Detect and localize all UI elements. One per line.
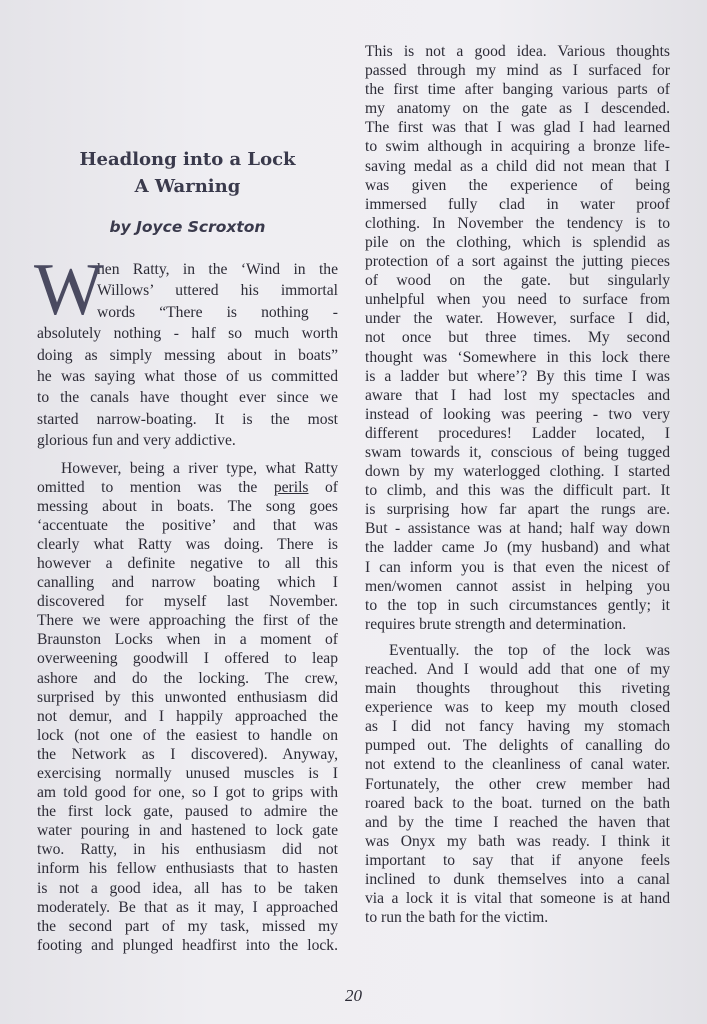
text-line: was Onyx my bath was ready. I think it bbox=[365, 832, 670, 850]
text-line: words “There is nothing - bbox=[97, 303, 338, 321]
text-line: aware that I had lost my spectacles and bbox=[365, 386, 670, 404]
text-line: exercising normally unused muscles is I bbox=[37, 765, 338, 783]
text-line: ashore and do the locking. The crew, bbox=[37, 669, 338, 687]
text-span: omitted to mention was the bbox=[37, 478, 274, 496]
text-line: hen Ratty, in the ‘Wind in the bbox=[97, 261, 338, 278]
text-line: absolutely nothing - half so much worth bbox=[37, 325, 338, 343]
text-line: is a ladder but where’? By this time I was bbox=[365, 367, 670, 385]
text-line: moderately. Be that as it may, I approached bbox=[37, 898, 338, 916]
text-line: water pouring in and hastened to lock gate bbox=[37, 822, 338, 840]
text-line: different procedures! Ladder located, I bbox=[365, 424, 670, 442]
text-line: the Network as I discovered). Anyway, bbox=[37, 745, 338, 763]
text-line: the second part of my task, missed my bbox=[37, 917, 338, 935]
text-line: to swim although in acquiring a bronze life- bbox=[365, 138, 670, 156]
paragraph bbox=[365, 641, 670, 927]
text-line: lock (not one of the easiest to handle on bbox=[37, 726, 338, 744]
drop-cap: W bbox=[34, 249, 104, 331]
text-line: is not a good idea, all has to be taken bbox=[37, 879, 338, 897]
text-span: of bbox=[308, 478, 338, 496]
text-line: Fortunately, the other crew member had bbox=[365, 775, 670, 793]
text-line: ‘accentuate the positive’ and that was bbox=[37, 516, 338, 534]
text-line: inclined to dunk themselves into a canal bbox=[365, 871, 670, 889]
text-line: Willows’ uttered his immortal bbox=[97, 282, 338, 300]
column-right bbox=[365, 42, 670, 927]
column-left bbox=[34, 249, 338, 955]
text-line: not once but three times. My second bbox=[365, 329, 670, 347]
text-line: two. Ratty, in his enthusiasm did not bbox=[37, 841, 338, 859]
text-line: doing as simply messing about in boats” bbox=[37, 346, 338, 364]
text-line: I can inform you is that even the nicest of bbox=[365, 558, 670, 576]
text-line: reached. And I would add that one of my bbox=[365, 661, 670, 678]
text-line: But - assistance was at hand; half way down bbox=[365, 520, 670, 538]
text-line: however a definite negative to all this bbox=[37, 554, 338, 572]
paragraph bbox=[365, 42, 670, 634]
text-line: discovered for myself last November. bbox=[37, 593, 338, 611]
text-line: is surprising how far apart the rungs are. bbox=[365, 501, 670, 519]
text-line: messing about in boats. The song goes bbox=[37, 497, 338, 515]
text-line: via a lock it is vital that someone is at hand bbox=[365, 890, 670, 908]
underlined-word: perils bbox=[273, 478, 309, 496]
text-line: important to say that if anyone feels bbox=[365, 851, 670, 869]
text-line: glorious fun and very addictive. bbox=[37, 432, 236, 450]
text-line: overweening goodwill I offered to leap bbox=[37, 650, 338, 668]
title-line-1: Headlong into a Lock bbox=[79, 149, 296, 170]
page-number: 20 bbox=[345, 986, 362, 1005]
text-line: not extend to the cleanliness of canal water. bbox=[365, 756, 670, 774]
text-line: unhelpful when you need to surface from bbox=[365, 291, 670, 309]
text-line: to the top in such circumstances gently; it bbox=[365, 596, 670, 614]
text-line: men/women cannot assist in helping you bbox=[365, 577, 670, 595]
paragraph bbox=[34, 249, 338, 452]
text-line: There we were approaching the first of the bbox=[37, 612, 338, 630]
text-line: of wood on the gate. but singularly bbox=[365, 272, 670, 290]
text-line: pumped out. The delights of canalling do bbox=[365, 737, 670, 755]
title-line-2: A Warning bbox=[134, 176, 241, 197]
text-line: immersed fully clad in water proof bbox=[365, 195, 670, 213]
article-title bbox=[37, 146, 338, 200]
text-line: This is not a good idea. Various thoughts bbox=[365, 43, 670, 60]
text-line: requires brute strength and determination. bbox=[365, 615, 627, 633]
text-line: However, being a river type, what Ratty bbox=[61, 459, 338, 477]
text-line: to run the bath for the victim. bbox=[365, 909, 549, 927]
text-line: he was saying what those of us committed bbox=[37, 367, 338, 385]
text-line: was given the experience of being bbox=[365, 176, 670, 194]
text-line: roared back to the boat. turned on the bath bbox=[365, 794, 670, 812]
text-line: to climb, and this was the difficult part. It bbox=[365, 482, 670, 500]
text-line: passed through my mind as I surfaced for bbox=[365, 62, 670, 80]
text-line: experience was to keep my mouth closed bbox=[365, 699, 670, 717]
text-line: Eventually. the top of the lock was bbox=[389, 641, 670, 659]
text-line: pile on the clothing, which is splendid as bbox=[365, 233, 670, 251]
text-line: and by the time I reached the haven that bbox=[365, 813, 670, 831]
text-line: saving medal as a child did not mean that I bbox=[365, 157, 670, 175]
text-line: Braunston Locks when in a moment of bbox=[37, 631, 338, 649]
text-line: am told good for one, so I got to grips with bbox=[37, 784, 338, 802]
text-line: inform his fellow enthusiasts that to hasten bbox=[37, 860, 338, 878]
text-line: footing and plunged headfirst into the lock. bbox=[37, 936, 338, 954]
text-line: main thoughts throughout this riveting bbox=[365, 680, 670, 698]
text-line bbox=[37, 478, 338, 497]
text-line: not demur, and I happily approached the bbox=[37, 707, 338, 725]
text-line: clothing. In November the tendency is to bbox=[365, 214, 670, 232]
text-line: swam towards it, conscious of being tugged bbox=[365, 443, 670, 461]
text-line: protection of a sort against the jutting pieces bbox=[365, 253, 670, 271]
text-line: clearly what Ratty was doing. There is bbox=[37, 535, 338, 553]
text-line: canalling and narrow boating which I bbox=[37, 574, 338, 592]
text-line: The first was that I was glad I had learned bbox=[365, 119, 670, 137]
text-line: started narrow-boating. It is the most bbox=[37, 410, 338, 428]
text-line: to the canals have thought ever since we bbox=[37, 389, 338, 407]
text-line: the first time after banging various parts of bbox=[365, 81, 670, 99]
byline: by Joyce Scroxton bbox=[109, 218, 266, 236]
text-line: instead of looking was peering - two very bbox=[365, 405, 670, 423]
text-line: down by my waterlogged clothing. I started bbox=[365, 463, 670, 481]
text-line: surprised by this unwonted enthusiasm did bbox=[37, 688, 338, 706]
text-line: the ladder came Jo (my husband) and what bbox=[365, 539, 670, 557]
text-line: thought was ‘Somewhere in this lock there bbox=[365, 348, 670, 366]
text-line: as I did not fancy having my stomach bbox=[365, 718, 670, 736]
paragraph bbox=[37, 459, 338, 955]
text-line: under the water. However, surface I did, bbox=[365, 310, 670, 328]
text-line: my anatomy on the gate as I descended. bbox=[365, 100, 670, 118]
text-line: the first lock gate, paused to admire the bbox=[37, 803, 338, 821]
